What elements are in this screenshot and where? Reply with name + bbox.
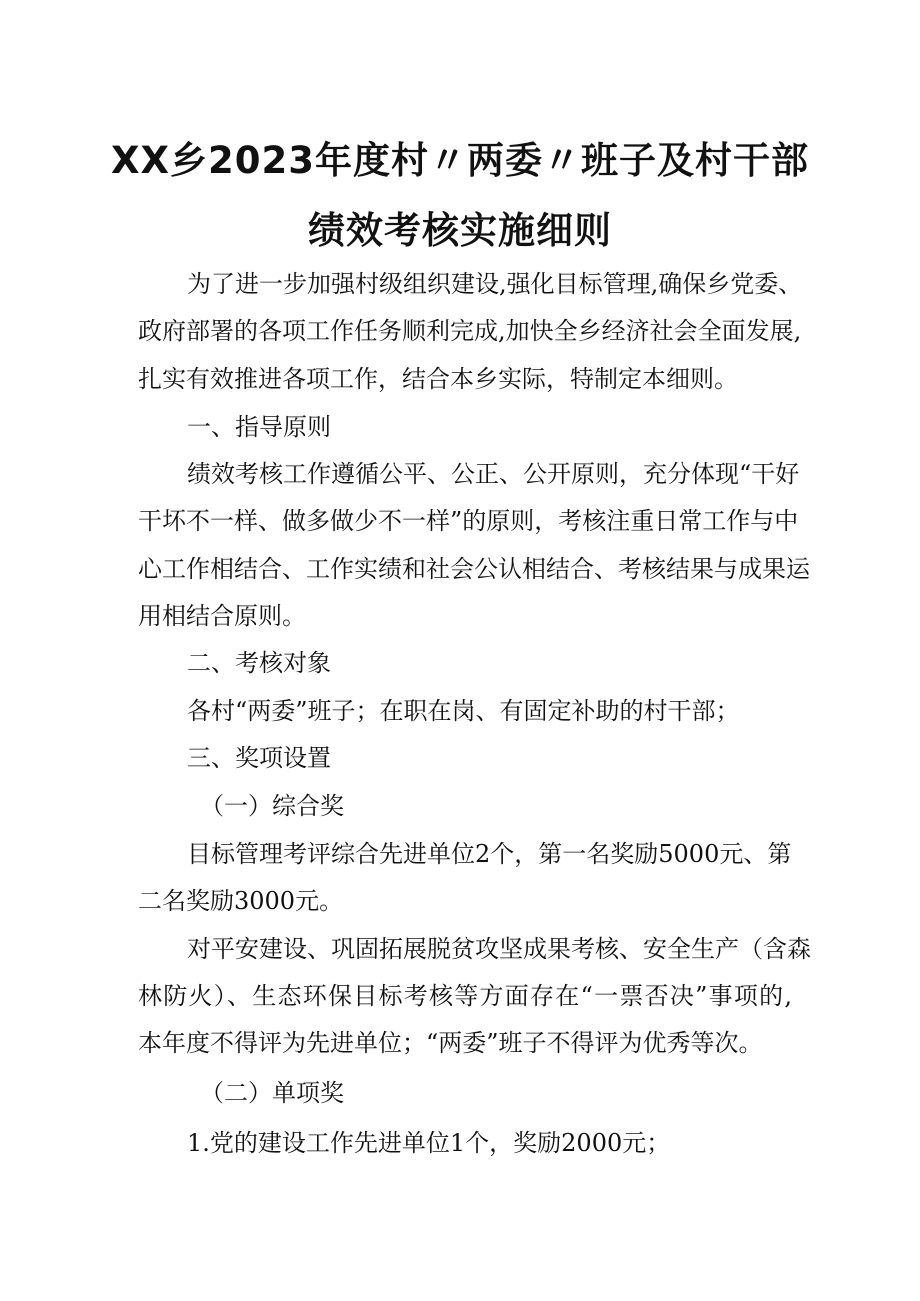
subsection-1-para-2-line-2: 林防火）、生态环保目标考核等方面存在“一票否决”事项的, xyxy=(138,982,792,1010)
section-2-heading: 二、考核对象 xyxy=(187,649,331,677)
intro-line-2: 政府部署的各项工作任务顺利完成,加快全乡经济社会全面发展, xyxy=(138,317,802,345)
section-1-line-4: 用相结合原则。 xyxy=(138,602,306,630)
document-title-line-1: XX乡2023年度村〃两委〃班子及村干部 xyxy=(110,139,810,182)
section-1-line-1: 绩效考核工作遵循公平、公正、公开原则，充分体现“干好 xyxy=(187,460,800,488)
document-title-line-2: 绩效考核实施细则 xyxy=(308,209,612,252)
section-1-line-3: 心工作相结合、工作实绩和社会公认相结合、考核结果与成果运 xyxy=(138,555,810,583)
subsection-2-item-1: 1.党的建设工作先进单位1个，奖励2000元； xyxy=(187,1129,671,1157)
section-1-line-2: 干坏不一样、做多做少不一样”的原则，考核注重日常工作与中 xyxy=(138,507,799,535)
subsection-1-para-1-line-2: 二名奖励3000元。 xyxy=(138,887,344,915)
subsection-1-para-2-line-3: 本年度不得评为先进单位；“两委”班子不得评为优秀等次。 xyxy=(138,1029,763,1057)
subsection-1-para-2-line-1: 对平安建设、巩固拓展脱贫攻坚成果考核、安全生产（含森 xyxy=(187,935,811,963)
section-2-line-1: 各村“两委”班子；在职在岗、有固定补助的村干部； xyxy=(187,697,740,725)
section-3-heading: 三、奖项设置 xyxy=(187,744,331,772)
section-1-heading: 一、指导原则 xyxy=(187,413,331,441)
intro-line-1: 为了进一步加强村级组织建设,强化目标管理,确保乡党委、 xyxy=(187,270,803,298)
intro-line-3: 扎实有效推进各项工作，结合本乡实际，特制定本细则。 xyxy=(138,365,738,393)
subsection-1-para-1-line-1: 目标管理考评综合先进单位2个，第一名奖励5000元、第 xyxy=(187,840,792,868)
subsection-1-heading: （一）综合奖 xyxy=(200,792,344,820)
subsection-2-heading: （二）单项奖 xyxy=(200,1079,344,1107)
